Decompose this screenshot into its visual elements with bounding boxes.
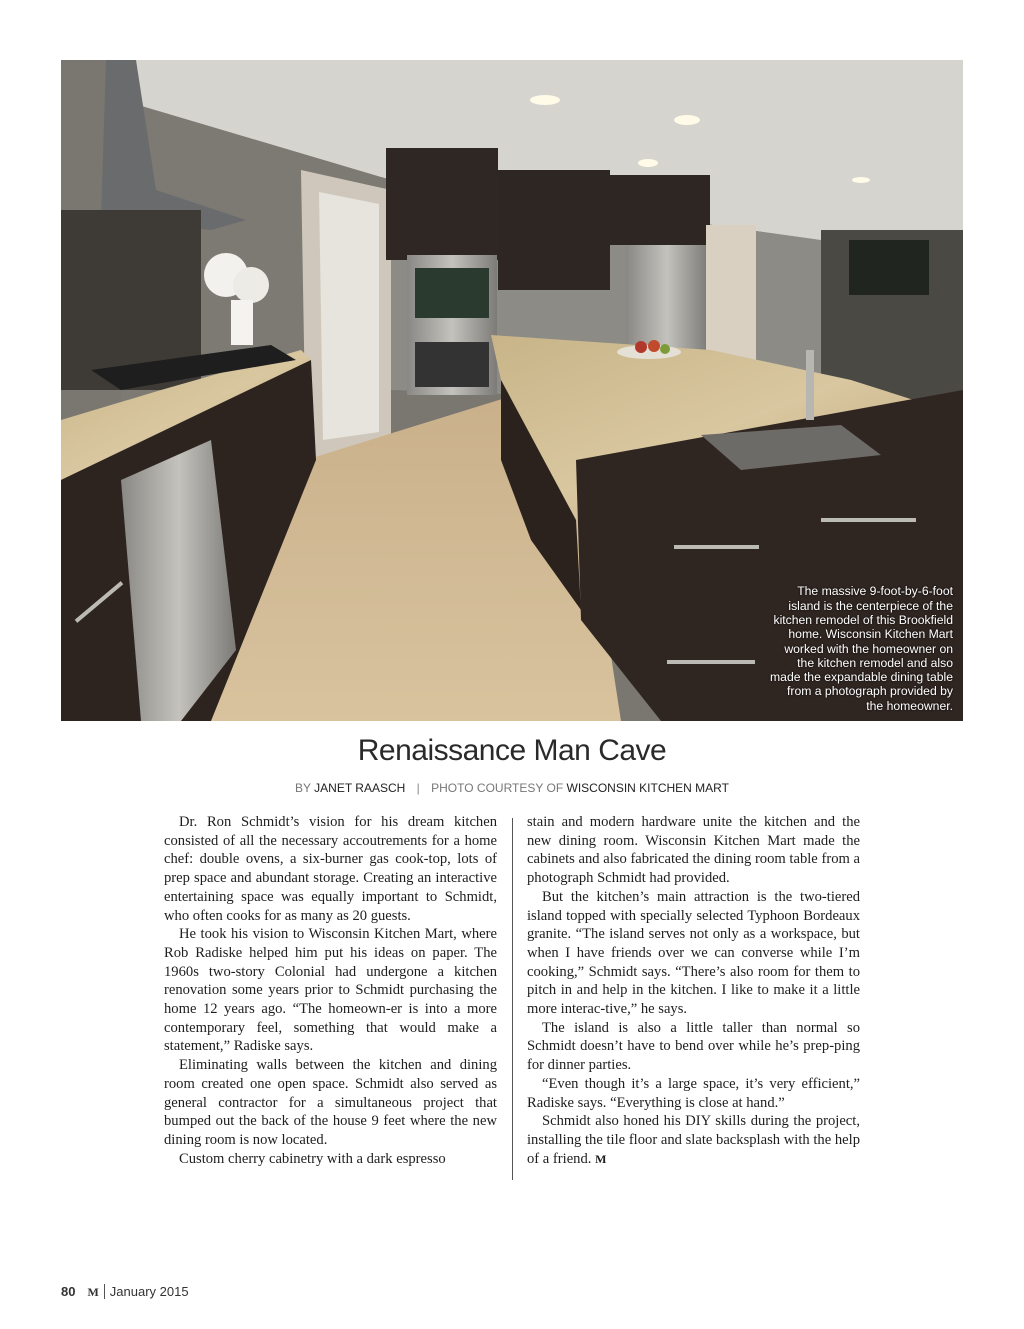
article-title: Renaissance Man Cave xyxy=(357,734,667,767)
kitchen-photo xyxy=(61,60,963,721)
byline-prefix: BY xyxy=(295,781,311,795)
caption-line: island is the centerpiece of the xyxy=(788,598,953,613)
caption-line: kitchen remodel of this Brookfield xyxy=(773,612,953,627)
photo-credit: WISCONSIN KITCHEN MART xyxy=(566,781,729,795)
column-divider xyxy=(512,818,513,1180)
caption-line: The massive 9-foot-by-6-foot xyxy=(797,584,953,599)
paragraph-text: Schmidt also honed his DIY skills during the project, installing the tile floor and slate backsplash with the help of a friend. xyxy=(527,1113,860,1167)
photo-credit-prefix: PHOTO COURTESY OF xyxy=(431,781,564,795)
paragraph-last xyxy=(527,1112,860,1168)
paragraph: Eliminating walls between the kitchen and dining room created one open space. Schmidt also served as general contractor for a simultaneous project that bumped out the back of the house 9 feet where the new dining room is now located. xyxy=(164,1057,497,1148)
magazine-mark: M xyxy=(87,1285,99,1299)
byline xyxy=(0,781,1024,795)
caption-line: the kitchen remodel and also xyxy=(797,655,953,670)
end-mark: M xyxy=(595,1151,607,1166)
caption-line: from a photograph provided by xyxy=(787,684,953,699)
paragraph: “Even though it’s a large space, it’s very efficient,” Radiske says. “Everything is close at hand.” xyxy=(527,1075,860,1111)
paragraph: stain and modern hardware unite the kitchen and the new dining room. Wisconsin Kitchen Mart made the cabinets and also fabricated the dining room table from a photograph Schmidt had provided. xyxy=(527,814,860,887)
paragraph: Custom cherry cabinetry with a dark espresso xyxy=(179,1150,446,1167)
caption-line: worked with the homeowner on xyxy=(784,641,953,656)
author-name: JANET RAASCH xyxy=(314,781,406,795)
caption-line: the homeowner. xyxy=(866,698,953,713)
paragraph: The island is also a little taller than normal so Schmidt doesn’t have to bend over while he’s prep-ping for dinner parties. xyxy=(527,1019,860,1074)
article-column-left xyxy=(164,813,497,1168)
caption-line: home. Wisconsin Kitchen Mart xyxy=(788,627,953,642)
issue-date: January 2015 xyxy=(109,1284,189,1299)
page-number: 80 xyxy=(61,1284,76,1299)
article-column-right xyxy=(527,813,860,1168)
byline-separator: | xyxy=(416,781,420,795)
footer-divider xyxy=(104,1284,105,1299)
paragraph: Dr. Ron Schmidt’s vision for his dream kitchen consisted of all the necessary accoutrements for a home chef: double ovens, a six-burner gas cook-top, lots of prep space and abundant storage. Creating an interactive entertaining space was equally important to Schmidt, who often cooks for as many as 20 guests. xyxy=(164,814,497,924)
paragraph: But the kitchen’s main attraction is the two-tiered island topped with specially selected Typhoon Bordeaux granite. “The island serves not only as a workspace, but when I have friends over we can converse while I’m cooking,” Schmidt says. “There’s also room for them to pitch in and help in the kitchen. I like to make it a little more interac-tive,” he says. xyxy=(527,888,860,1018)
caption-line: made the expandable dining table xyxy=(770,670,953,685)
photo-caption xyxy=(738,584,953,713)
paragraph: He took his vision to Wisconsin Kitchen Mart, where Rob Radiske helped him put his ideas on paper. The 1960s two-story Colonial had undergone a kitchen renovation some years prior to Schmidt purchasing the home 12 years ago. “The homeown-er is into a more contemporary feel, something that would make a statement,” Radiske says. xyxy=(164,926,497,1055)
page-footer xyxy=(61,1284,189,1300)
